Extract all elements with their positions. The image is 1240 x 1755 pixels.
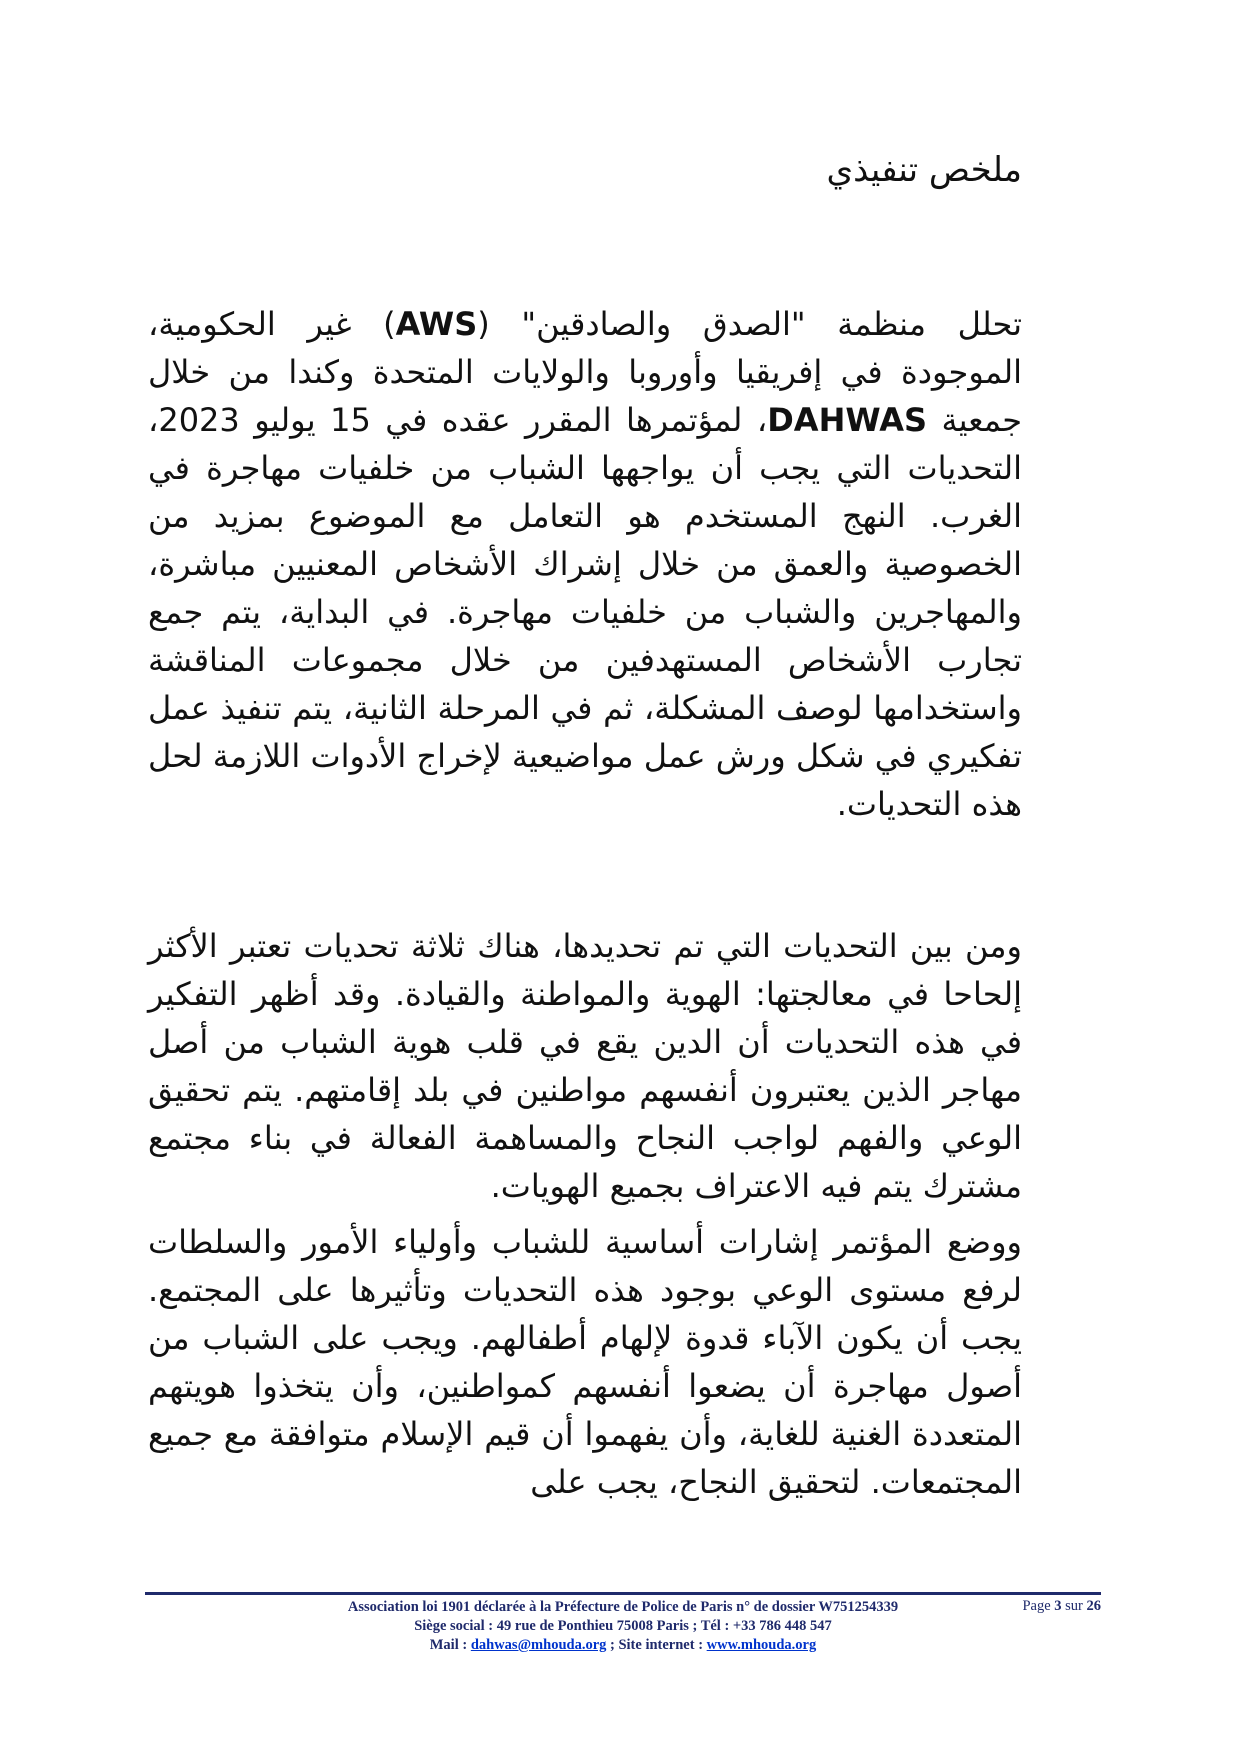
footer-divider (145, 1592, 1101, 1595)
paragraph-1-text-c: ، لمؤتمرها المقرر عقده في 15 يوليو 2023، التحديات التي يجب أن يواجهها الشباب من خلفيات مهاجرة في الغرب. النهج المستخدم هو التعامل مع الموضوع بمزيد من الخصوصية والعمق من خلال إشراك الأشخاص المعنيين مباشرة، والمهاجرين والشباب من خلفيات مهاجرة. في البداية، يتم جمع تجارب الأشخاص المستهدفين من خلال مجموعات المناقشة واستخدامها لوصف المشكلة، ثم في المرحلة الثانية، يتم تنفيذ عمل تفكيري في شكل ورش عمل مواضيعية لإخراج الأدوات اللازمة لحل هذه التحديات. (147, 401, 1022, 823)
paragraph-3: ووضع المؤتمر إشارات أساسية للشباب وأولياء الأمور والسلطات لرفع مستوى الوعي بوجود هذه التحديات وتأثيرها على المجتمع. يجب أن يكون الآباء قدوة لإلهام أطفالهم. ويجب على الشباب من أصول مهاجرة أن يضعوا أنفسهم كمواطنين، وأن يتخذوا هويتهم المتعددة الغنية للغاية، وأن يفهموا أن قيم الإسلام متوافقة مع جميع المجتمعات. لتحقيق النجاح، يجب على (148, 1223, 1022, 1501)
site-label: ; Site internet : (606, 1637, 707, 1653)
email-link[interactable]: dahwas@mhouda.org (470, 1637, 607, 1653)
page-mid: sur (1061, 1598, 1087, 1614)
page-prefix: Page (1022, 1598, 1055, 1614)
aws-acronym: AWS (395, 305, 478, 343)
paragraph-2: ومن بين التحديات التي تم تحديدها، هناك ثلاثة تحديات تعتبر الأكثر إلحاحا في معالجتها: الهوية والمواطنة والقيادة. وقد أظهر التفكير في هذه التحديات أن الدين يقع في قلب هوية الشباب من أصل مهاجر الذين يعتبرون أنفسهم مواطنين في بلد إقامتهم. يتم تحقيق الوعي والفهم لواجب النجاح والمساهمة الفعالة في بناء مجتمع مشترك يتم فيه الاعتراف بجميع الهويات. (148, 927, 1022, 1205)
page-current: 3 (1054, 1598, 1062, 1614)
page-total: 26 (1086, 1598, 1101, 1614)
mail-label: Mail : (429, 1637, 471, 1653)
website-link[interactable]: www.mhouda.org (706, 1637, 817, 1653)
paragraph-1-text-a: تحلل منظمة "الصدق والصادقين" ( (477, 305, 1023, 343)
paragraph-1-text-b: ) غير الحكومية، الموجودة في إفريقيا وأوروبا والولايات المتحدة وكندا من خلال جمعية (148, 305, 1023, 439)
page-title: ملخص تنفيذي (826, 150, 1022, 190)
footer-address: Siège social : 49 rue de Ponthieu 75008 Paris ; Tél : +33 786 448 547 (414, 1618, 832, 1634)
footer (145, 1598, 1101, 1655)
page-number (1022, 1598, 1101, 1615)
paragraph-1 (148, 300, 1022, 828)
footer-contact (145, 1636, 1101, 1655)
dahwas-acronym: DAHWAS (767, 401, 928, 439)
footer-registration: Association loi 1901 déclarée à la Préfecture de Police de Paris n° de dossier W751254339 (347, 1599, 899, 1615)
